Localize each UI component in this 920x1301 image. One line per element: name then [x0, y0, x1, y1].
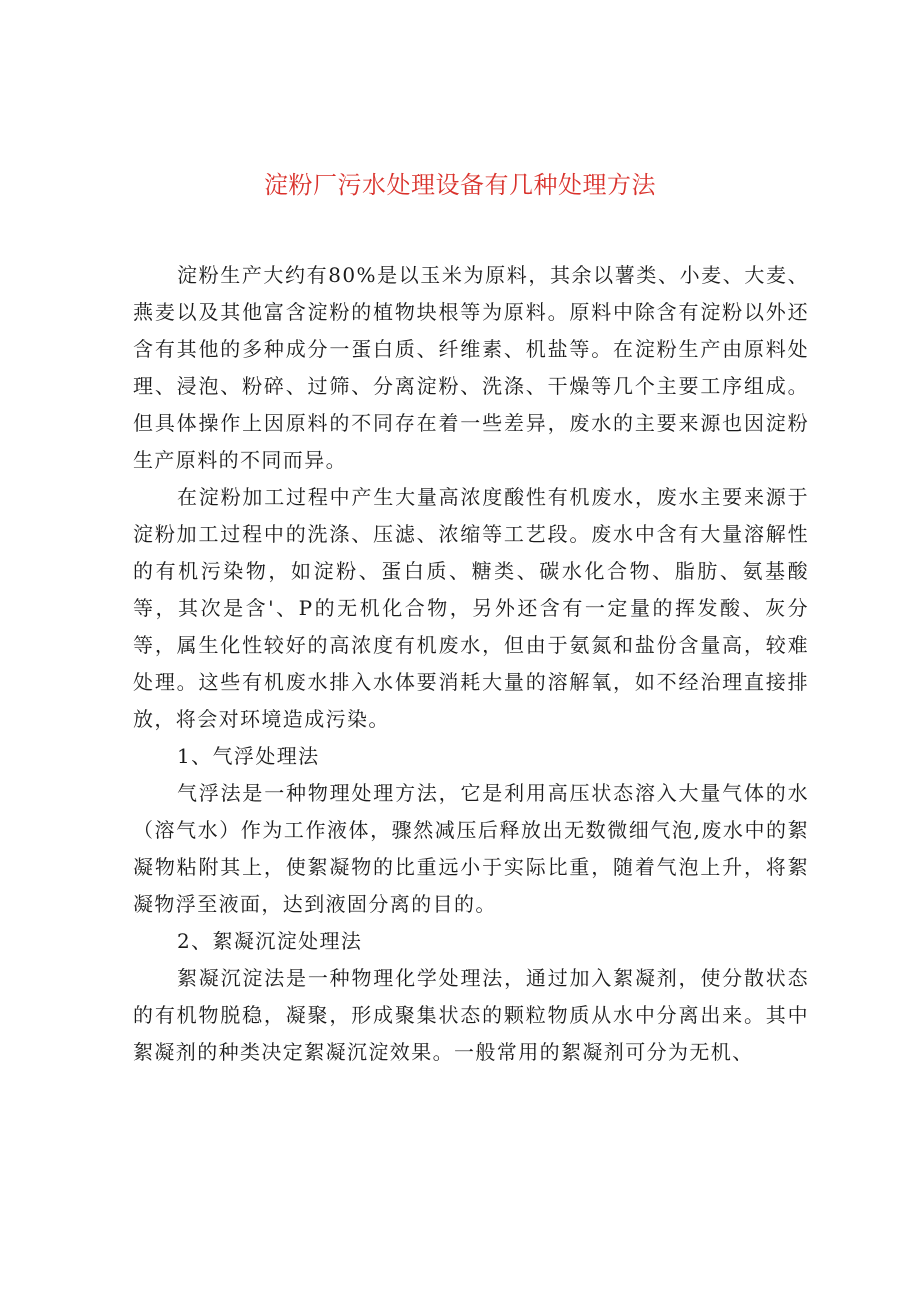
section-heading-air-flotation: 1、气浮处理法 [177, 744, 320, 768]
document-body [133, 257, 809, 1071]
section-heading-flocculation: 2、絮凝沉淀处理法 [177, 929, 363, 953]
paragraph-air-flotation: 气浮法是一种物理处理方法，它是利用高压状态溶入大量气体的水（溶气水）作为工作液体，骤然减压后释放出无数微细气泡,废水中的絮凝物粘附其上，使絮凝物的比重远小于实际比重，随着气泡上升，将絮凝物浮至液面，达到液固分离的目的。 [133, 781, 809, 916]
paragraph-flocculation: 絮凝沉淀法是一种物理化学处理法，通过加入絮凝剂，使分散状态的有机物脱稳，凝聚，形成聚集状态的颗粒物质从水中分离出来。其中絮凝剂的种类决定絮凝沉淀效果。一般常用的絮凝剂可分为无机、 [133, 966, 809, 1064]
paragraph-wastewater-source: 在淀粉加工过程中产生大量高浓度酸性有机废水，废水主要来源于淀粉加工过程中的洗涤、压滤、浓缩等工艺段。废水中含有大量溶解性的有机污染物，如淀粉、蛋白质、糖类、碳水化合物、脂肪、氨基酸等，其次是含'、P的无机化合物，另外还含有一定量的挥发酸、灰分等，属生化性较好的高浓度有机废水，但由于氨氮和盐份含量高，较难处理。这些有机废水排入水体要消耗大量的溶解氧，如不经治理直接排放，将会对环境造成污染。 [133, 485, 809, 731]
paragraph-intro: 淀粉生产大约有80%是以玉米为原料，其余以薯类、小麦、大麦、燕麦以及其他富含淀粉的植物块根等为原料。原料中除含有淀粉以外还含有其他的多种成分一蛋白质、纤维素、机盐等。在淀粉生产由原料处理、浸泡、粉碎、过筛、分离淀粉、洗涤、干燥等几个主要工序组成。但具体操作上因原料的不同存在着一些差异，废水的主要来源也因淀粉生产原料的不同而异。 [133, 263, 809, 472]
document-title: 淀粉厂污水处理设备有几种处理方法 [264, 171, 656, 199]
